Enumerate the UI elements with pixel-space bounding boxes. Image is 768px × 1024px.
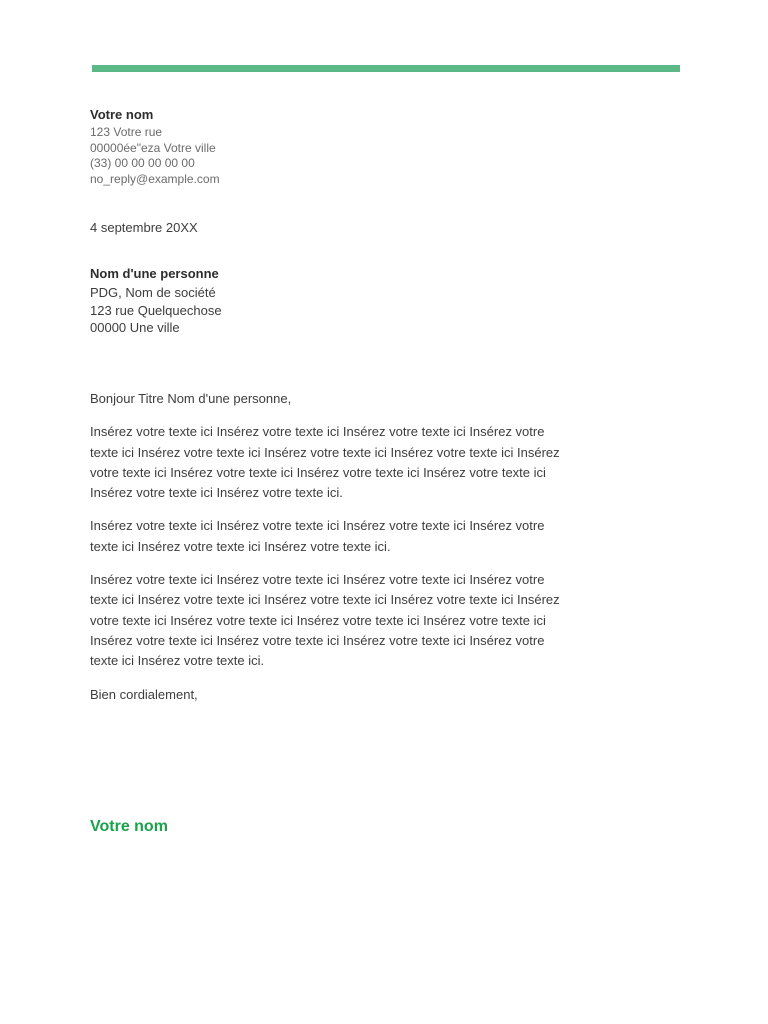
recipient-title-company: PDG, Nom de société: [90, 285, 216, 300]
greeting: Bonjour Titre Nom d'une personne,: [90, 391, 292, 406]
sender-city: 00000ée"eza Votre ville: [90, 140, 216, 155]
closing: Bien cordialement,: [90, 686, 198, 702]
letter-date: 4 septembre 20XX: [90, 220, 198, 235]
body-paragraph-2: Insérez votre texte ici Insérez votre texte ici Insérez votre texte ici Insérez votre texte ici Insérez votre texte ici Insérez votre texte ici.: [90, 518, 545, 554]
letter-body: [90, 389, 560, 718]
body-paragraph-3: Insérez votre texte ici Insérez votre texte ici Insérez votre texte ici Insérez votre texte ici Insérez votre texte ici Insérez votre texte ici Insérez votre texte ici Insérez votre texte ici Insérez votre texte ici Insérez votre texte ici Insérez votre texte ici Insérez votre texte ici Insérez votre texte ici Insérez votre texte ici Insérez votre texte ici Insérez votre texte ici.: [90, 572, 560, 669]
sender-name: Votre nom: [90, 107, 154, 122]
recipient-block: [90, 265, 490, 337]
recipient-city: 00000 Une ville: [90, 320, 180, 335]
body-paragraph-1: Insérez votre texte ici Insérez votre texte ici Insérez votre texte ici Insérez votre texte ici Insérez votre texte ici Insérez votre texte ici Insérez votre texte ici Insérez votre texte ici Insérez votre texte ici Insérez votre texte ici Insérez votre texte ici Insérez votre texte ici Insérez votre texte ici.: [90, 424, 560, 501]
sender-phone: (33) 00 00 00 00 00: [90, 156, 195, 170]
recipient-street: 123 rue Quelquechose: [90, 302, 222, 318]
signature-name: Votre nom: [90, 818, 168, 835]
sender-email: no_reply@example.com: [90, 171, 220, 186]
recipient-name: Nom d'une personne: [90, 266, 219, 281]
accent-bar: [92, 65, 680, 72]
sender-street: 123 Votre rue: [90, 125, 163, 139]
sender-block: [90, 106, 490, 187]
